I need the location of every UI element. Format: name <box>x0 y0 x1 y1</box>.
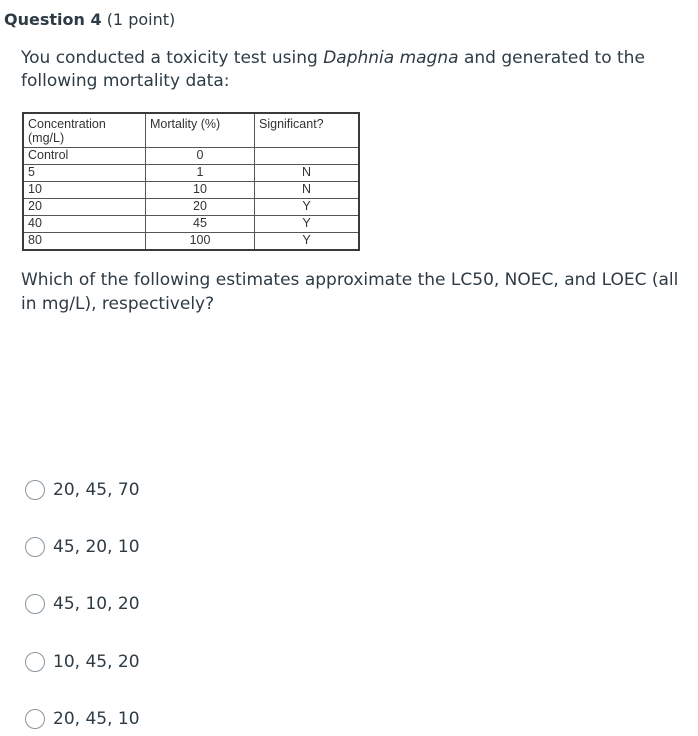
table-row <box>23 199 359 216</box>
answer-option-4[interactable] <box>25 649 140 675</box>
cell-concentration: 80 <box>23 233 146 251</box>
table-row <box>23 182 359 199</box>
cell-significant <box>255 148 360 165</box>
cell-concentration: 40 <box>23 216 146 233</box>
question-intro <box>21 47 681 93</box>
cell-significant: N <box>255 182 360 199</box>
answer-option-1[interactable] <box>25 477 140 503</box>
cell-concentration: 20 <box>23 199 146 216</box>
cell-concentration: 5 <box>23 165 146 182</box>
cell-significant: Y <box>255 199 360 216</box>
question-header <box>4 10 175 29</box>
table-row <box>23 165 359 182</box>
radio-button[interactable] <box>25 709 45 729</box>
answer-option-2[interactable] <box>25 534 140 560</box>
radio-button[interactable] <box>25 480 45 500</box>
answer-option-label: 10, 45, 20 <box>53 652 140 672</box>
cell-mortality: 10 <box>146 182 255 199</box>
cell-mortality: 45 <box>146 216 255 233</box>
intro-text-after: and generated to the following mortality data: <box>21 48 645 91</box>
cell-concentration: Control <box>23 148 146 165</box>
cell-concentration: 10 <box>23 182 146 199</box>
answer-option-label: 45, 20, 10 <box>53 537 140 557</box>
radio-button[interactable] <box>25 537 45 557</box>
question-number: Question 4 <box>4 10 102 29</box>
answer-option-3[interactable] <box>25 591 140 617</box>
table-row <box>23 148 359 165</box>
cell-significant: Y <box>255 233 360 251</box>
answer-option-label: 45, 10, 20 <box>53 594 140 614</box>
mortality-data-table <box>22 112 360 251</box>
cell-significant: N <box>255 165 360 182</box>
radio-button[interactable] <box>25 652 45 672</box>
table-row <box>23 233 359 251</box>
answer-option-5[interactable] <box>25 706 140 732</box>
cell-significant: Y <box>255 216 360 233</box>
question-points: (1 point) <box>106 10 176 29</box>
species-name: Daphnia magna <box>323 48 459 68</box>
radio-button[interactable] <box>25 594 45 614</box>
answer-option-label: 20, 45, 10 <box>53 709 140 729</box>
table-row <box>23 216 359 233</box>
answer-option-label: 20, 45, 70 <box>53 480 140 500</box>
question-prompt: Which of the following estimates approximate the LC50, NOEC, and LOEC (all in mg/L), respectively? <box>21 270 679 314</box>
intro-text-before: You conducted a toxicity test using <box>21 48 324 68</box>
table-header-row <box>23 113 359 148</box>
column-header-mortality: Mortality (%) <box>146 113 255 148</box>
cell-mortality: 100 <box>146 233 255 251</box>
column-header-significant: Significant? <box>255 113 360 148</box>
cell-mortality: 0 <box>146 148 255 165</box>
cell-mortality: 20 <box>146 199 255 216</box>
column-header-concentration: Concentration (mg/L) <box>23 113 146 148</box>
cell-mortality: 1 <box>146 165 255 182</box>
